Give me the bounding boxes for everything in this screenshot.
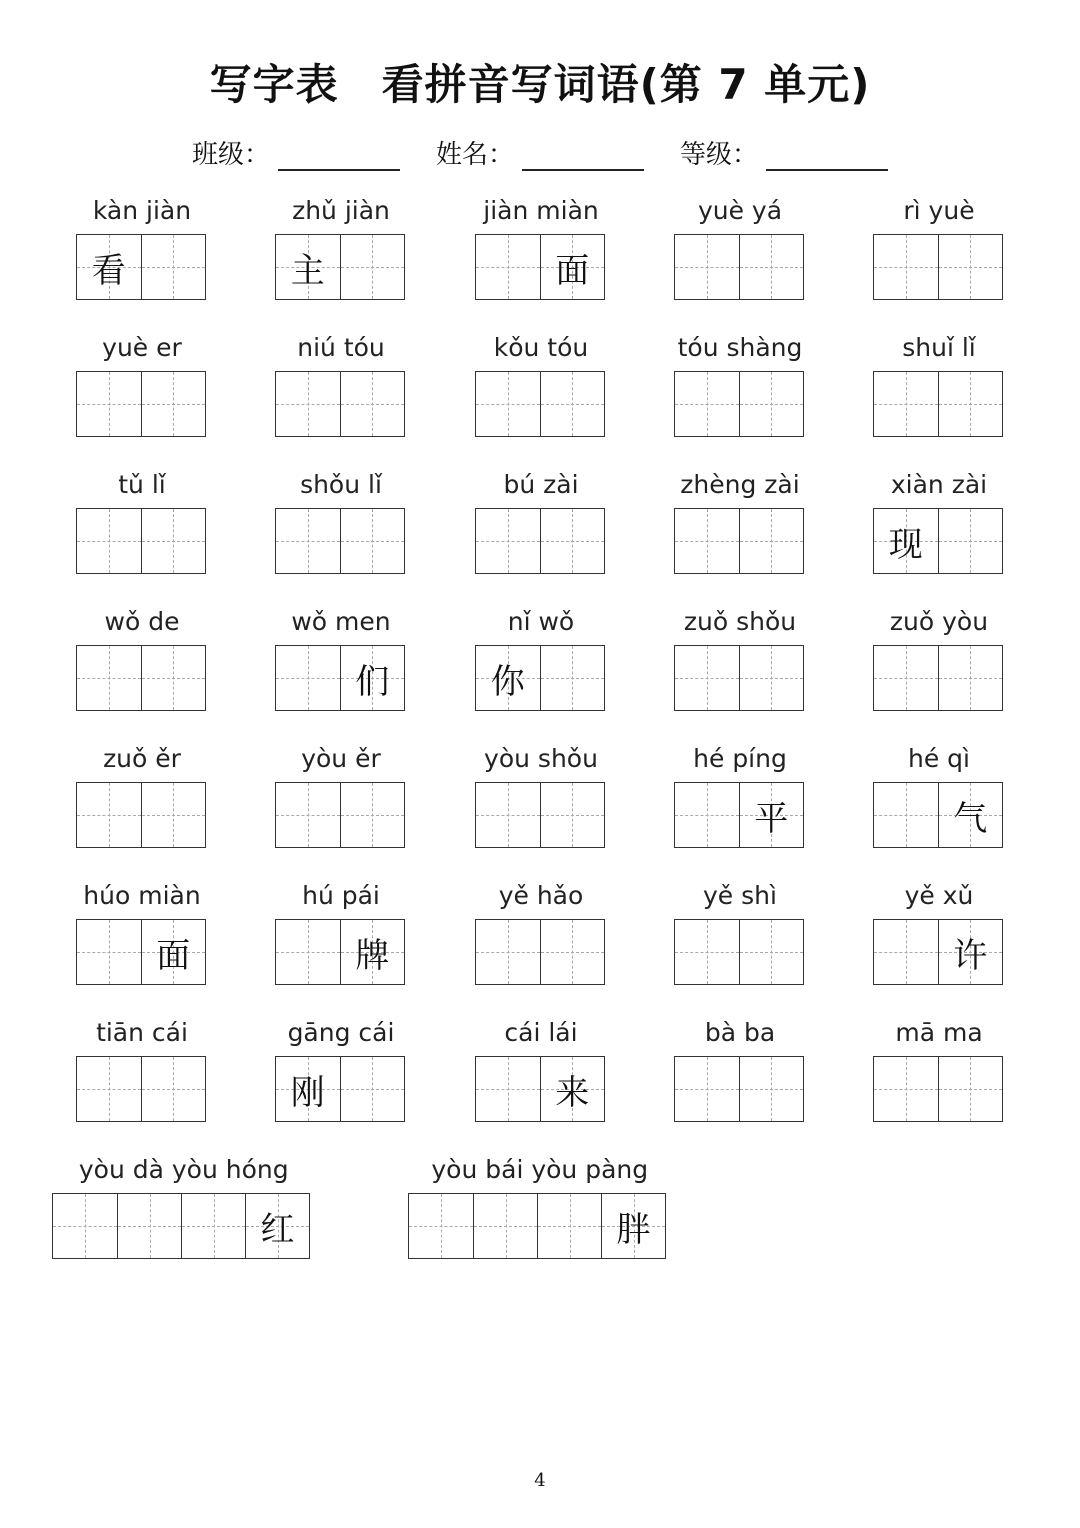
hint-character — [675, 235, 739, 299]
name-input-line[interactable] — [522, 139, 644, 171]
hint-character: 面 — [156, 935, 191, 976]
tianzige-cell[interactable] — [77, 783, 141, 847]
hint-character — [939, 646, 1002, 710]
hint-character — [77, 1057, 141, 1121]
writing-boxes — [76, 782, 206, 848]
word-item — [475, 607, 608, 717]
hint-character — [874, 646, 938, 710]
tianzige-cell[interactable] — [340, 646, 404, 710]
tianzige-cell[interactable] — [77, 509, 141, 573]
word-item — [873, 196, 1006, 306]
word-item — [475, 1018, 608, 1128]
pinyin-label: yòu bái yòu pàng — [431, 1155, 649, 1184]
pinyin-label: shǒu lǐ — [300, 470, 382, 499]
pinyin-label: xiàn zài — [890, 470, 988, 499]
writing-boxes — [674, 1056, 804, 1122]
word-item — [873, 881, 1006, 991]
hint-character — [276, 920, 340, 984]
writing-boxes — [475, 234, 605, 300]
pinyin-label: niú tóu — [297, 333, 385, 362]
tianzige-cell[interactable] — [340, 783, 404, 847]
tianzige-cell[interactable] — [540, 372, 604, 436]
hint-character — [142, 235, 205, 299]
tianzige-cell[interactable] — [540, 646, 604, 710]
pinyin-label: bà ba — [704, 1018, 776, 1047]
writing-boxes — [408, 1193, 666, 1259]
word-item — [873, 744, 1006, 854]
tianzige-cell[interactable] — [739, 920, 803, 984]
writing-boxes — [674, 782, 804, 848]
tianzige-cell[interactable] — [938, 372, 1002, 436]
tianzige-cell[interactable] — [77, 646, 141, 710]
hint-character — [476, 509, 540, 573]
pinyin-label: wǒ men — [291, 607, 391, 636]
pinyin-label: tóu shàng — [677, 333, 803, 362]
hint-character — [874, 920, 938, 984]
tianzige-cell[interactable] — [77, 235, 141, 299]
writing-boxes — [76, 1056, 206, 1122]
word-item — [475, 881, 608, 991]
tianzige-cell[interactable] — [874, 920, 938, 984]
hint-character — [675, 372, 739, 436]
tianzige-cell[interactable] — [181, 1194, 245, 1258]
tianzige-cell[interactable] — [409, 1194, 473, 1258]
writing-boxes — [275, 234, 405, 300]
writing-boxes — [76, 919, 206, 985]
hint-character — [675, 1057, 739, 1121]
tianzige-cell[interactable] — [141, 783, 205, 847]
tianzige-cell[interactable] — [874, 1057, 938, 1121]
writing-boxes — [76, 508, 206, 574]
pinyin-label: yòu ěr — [301, 744, 381, 773]
tianzige-cell[interactable] — [938, 783, 1002, 847]
word-item — [674, 881, 807, 991]
pinyin-label: tǔ lǐ — [118, 470, 166, 499]
hint-character — [276, 509, 340, 573]
pinyin-label: yě xǔ — [904, 881, 974, 910]
hint-character — [276, 783, 340, 847]
hint-character: 现 — [888, 524, 923, 565]
writing-boxes — [76, 234, 206, 300]
hint-character: 来 — [555, 1072, 590, 1113]
tianzige-cell[interactable] — [276, 235, 340, 299]
hint-character: 胖 — [616, 1209, 651, 1250]
hint-character: 你 — [490, 661, 525, 702]
word-item — [873, 333, 1006, 443]
writing-boxes — [873, 1056, 1003, 1122]
hint-character — [541, 920, 604, 984]
tianzige-cell[interactable] — [141, 646, 205, 710]
word-item — [475, 470, 608, 580]
pinyin-label: rì yuè — [903, 196, 975, 225]
hint-character — [740, 920, 803, 984]
hint-character — [142, 783, 205, 847]
hint-character — [476, 920, 540, 984]
writing-boxes — [475, 371, 605, 437]
pinyin-label: zhèng zài — [680, 470, 800, 499]
word-item — [475, 744, 608, 854]
tianzige-cell[interactable] — [141, 509, 205, 573]
pinyin-label: jiàn miàn — [483, 196, 599, 225]
tianzige-cell[interactable] — [276, 1057, 340, 1121]
word-item — [674, 744, 807, 854]
tianzige-cell[interactable] — [117, 1194, 181, 1258]
writing-boxes — [873, 234, 1003, 300]
hint-character — [675, 920, 739, 984]
writing-boxes — [76, 645, 206, 711]
tianzige-cell[interactable] — [476, 646, 540, 710]
tianzige-cell[interactable] — [476, 1057, 540, 1121]
hint-character — [276, 646, 340, 710]
hint-character — [874, 235, 938, 299]
writing-boxes — [873, 508, 1003, 574]
tianzige-cell[interactable] — [476, 235, 540, 299]
pinyin-label: shuǐ lǐ — [902, 333, 976, 362]
writing-boxes — [475, 1056, 605, 1122]
tianzige-cell[interactable] — [276, 646, 340, 710]
tianzige-cell[interactable] — [874, 783, 938, 847]
tianzige-cell[interactable] — [276, 783, 340, 847]
tianzige-cell[interactable] — [340, 372, 404, 436]
tianzige-cell[interactable] — [340, 235, 404, 299]
hint-character — [541, 509, 604, 573]
page-title: 写字表 看拼音写词语(第 7 单元) — [209, 60, 871, 109]
hint-character — [341, 783, 404, 847]
pinyin-label: cái lái — [504, 1018, 578, 1047]
writing-boxes — [873, 782, 1003, 848]
writing-boxes — [275, 508, 405, 574]
writing-boxes — [275, 371, 405, 437]
word-item — [76, 881, 209, 991]
tianzige-cell[interactable] — [739, 372, 803, 436]
tianzige-cell[interactable] — [540, 235, 604, 299]
tianzige-cell[interactable] — [476, 372, 540, 436]
tianzige-cell[interactable] — [938, 920, 1002, 984]
pinyin-label: zuǒ shǒu — [683, 607, 797, 636]
hint-character — [538, 1194, 601, 1258]
hint-character — [874, 1057, 938, 1121]
tianzige-cell[interactable] — [77, 920, 141, 984]
pinyin-label: bú zài — [503, 470, 579, 499]
pinyin-label: yòu shǒu — [484, 744, 598, 773]
hint-character — [77, 509, 141, 573]
tianzige-cell[interactable] — [675, 372, 739, 436]
hint-character — [740, 509, 803, 573]
word-item — [76, 607, 209, 717]
tianzige-cell[interactable] — [739, 1057, 803, 1121]
hint-character — [53, 1194, 117, 1258]
hint-character — [118, 1194, 181, 1258]
pinyin-label: nǐ wǒ — [507, 607, 575, 636]
tianzige-cell[interactable] — [245, 1194, 309, 1258]
pinyin-label: gāng cái — [287, 1018, 395, 1047]
hint-character — [939, 372, 1002, 436]
hint-character — [474, 1194, 537, 1258]
word-item — [275, 744, 408, 854]
pinyin-label: kǒu tóu — [493, 333, 589, 362]
pinyin-label: húo miàn — [83, 881, 201, 910]
hint-character — [476, 235, 540, 299]
word-item — [475, 196, 608, 306]
writing-boxes — [674, 645, 804, 711]
grade-input-line[interactable] — [766, 139, 888, 171]
pinyin-label: hú pái — [302, 881, 380, 910]
pinyin-label: zuǒ ěr — [103, 744, 181, 773]
tianzige-cell[interactable] — [675, 920, 739, 984]
tianzige-cell[interactable] — [739, 783, 803, 847]
hint-character — [939, 235, 1002, 299]
tianzige-cell[interactable] — [141, 235, 205, 299]
grade-field — [680, 134, 888, 171]
word-item — [76, 333, 209, 443]
hint-character — [341, 235, 404, 299]
tianzige-cell[interactable] — [476, 509, 540, 573]
student-info-row — [0, 134, 1080, 171]
tianzige-cell[interactable] — [874, 235, 938, 299]
word-item — [275, 1018, 408, 1128]
tianzige-cell[interactable] — [601, 1194, 665, 1258]
tianzige-cell[interactable] — [739, 646, 803, 710]
word-item — [475, 333, 608, 443]
class-label: 班级： — [191, 140, 270, 170]
word-item — [76, 196, 209, 306]
hint-character — [740, 372, 803, 436]
tianzige-cell[interactable] — [675, 1057, 739, 1121]
hint-character — [142, 1057, 205, 1121]
class-field — [192, 134, 400, 171]
name-label: 姓名： — [435, 140, 514, 170]
tianzige-cell[interactable] — [675, 646, 739, 710]
tianzige-cell[interactable] — [874, 646, 938, 710]
pinyin-label: wǒ de — [104, 607, 180, 636]
writing-boxes — [873, 645, 1003, 711]
grade-label: 等级： — [680, 140, 759, 170]
hint-character: 气 — [953, 798, 988, 839]
pinyin-label: yuè er — [102, 333, 182, 362]
word-item — [674, 1018, 807, 1128]
hint-character — [77, 646, 141, 710]
tianzige-cell[interactable] — [540, 509, 604, 573]
hint-character — [341, 1057, 404, 1121]
writing-boxes — [674, 371, 804, 437]
word-item — [873, 1018, 1006, 1128]
hint-character — [874, 783, 938, 847]
writing-boxes — [873, 371, 1003, 437]
hint-character — [77, 372, 141, 436]
word-item — [76, 1018, 209, 1128]
name-field — [436, 134, 644, 171]
page-number: 4 — [534, 1470, 546, 1491]
pinyin-label: kàn jiàn — [92, 196, 192, 225]
pinyin-label: hé píng — [693, 744, 787, 773]
tianzige-cell[interactable] — [340, 1057, 404, 1121]
pinyin-label: zuǒ yòu — [889, 607, 989, 636]
word-item — [873, 607, 1006, 717]
hint-character — [740, 235, 803, 299]
tianzige-cell[interactable] — [340, 920, 404, 984]
tianzige-cell[interactable] — [540, 1057, 604, 1121]
pinyin-label: yě shì — [703, 881, 777, 910]
writing-boxes — [275, 782, 405, 848]
tianzige-cell[interactable] — [77, 1057, 141, 1121]
hint-character — [341, 509, 404, 573]
writing-boxes — [275, 919, 405, 985]
hint-character — [541, 783, 604, 847]
word-item — [674, 470, 807, 580]
hint-character — [476, 1057, 540, 1121]
word-item — [275, 881, 408, 991]
tianzige-cell[interactable] — [276, 920, 340, 984]
tianzige-cell[interactable] — [53, 1194, 117, 1258]
pinyin-label: yuè yá — [697, 196, 783, 225]
hint-character — [541, 646, 604, 710]
tianzige-cell[interactable] — [141, 1057, 205, 1121]
hint-character: 红 — [260, 1209, 295, 1250]
word-item — [76, 744, 209, 854]
tianzige-cell[interactable] — [675, 235, 739, 299]
hint-character: 许 — [953, 935, 988, 976]
tianzige-cell[interactable] — [540, 783, 604, 847]
word-item — [408, 1155, 672, 1265]
tianzige-cell[interactable] — [739, 235, 803, 299]
hint-character: 面 — [555, 250, 590, 291]
pinyin-label: yòu dà yòu hóng — [78, 1155, 289, 1184]
tianzige-cell[interactable] — [141, 372, 205, 436]
word-item — [275, 470, 408, 580]
writing-boxes — [674, 234, 804, 300]
writing-boxes — [873, 919, 1003, 985]
hint-character — [409, 1194, 473, 1258]
hint-character — [675, 509, 739, 573]
pinyin-label: hé qì — [908, 744, 970, 773]
hint-character: 主 — [290, 250, 325, 291]
word-item — [275, 607, 408, 717]
tianzige-cell[interactable] — [938, 509, 1002, 573]
pinyin-label: tiān cái — [96, 1018, 188, 1047]
writing-boxes — [674, 508, 804, 574]
word-item — [674, 196, 807, 306]
hint-character — [740, 646, 803, 710]
word-item — [674, 333, 807, 443]
tianzige-cell[interactable] — [874, 372, 938, 436]
tianzige-cell[interactable] — [77, 372, 141, 436]
word-item — [76, 470, 209, 580]
pinyin-label: yě hǎo — [498, 881, 584, 910]
tianzige-cell[interactable] — [141, 920, 205, 984]
writing-boxes — [475, 645, 605, 711]
hint-character — [740, 1057, 803, 1121]
tianzige-cell[interactable] — [675, 783, 739, 847]
writing-boxes — [475, 782, 605, 848]
class-input-line[interactable] — [278, 139, 400, 171]
hint-character — [77, 920, 141, 984]
tianzige-cell[interactable] — [476, 920, 540, 984]
tianzige-cell[interactable] — [739, 509, 803, 573]
hint-character — [874, 372, 938, 436]
tianzige-cell[interactable] — [340, 509, 404, 573]
tianzige-cell[interactable] — [473, 1194, 537, 1258]
tianzige-cell[interactable] — [675, 509, 739, 573]
tianzige-cell[interactable] — [276, 509, 340, 573]
writing-boxes — [76, 371, 206, 437]
hint-character: 刚 — [290, 1072, 325, 1113]
hint-character: 看 — [91, 250, 126, 291]
hint-character: 们 — [355, 661, 390, 702]
tianzige-cell[interactable] — [938, 1057, 1002, 1121]
tianzige-cell[interactable] — [938, 235, 1002, 299]
word-item — [674, 607, 807, 717]
word-item — [52, 1155, 316, 1265]
hint-character — [675, 783, 739, 847]
tianzige-cell[interactable] — [938, 646, 1002, 710]
tianzige-cell[interactable] — [874, 509, 938, 573]
writing-boxes — [52, 1193, 310, 1259]
writing-boxes — [475, 508, 605, 574]
hint-character: 牌 — [355, 935, 390, 976]
hint-character — [182, 1194, 245, 1258]
writing-boxes — [275, 1056, 405, 1122]
writing-boxes — [275, 645, 405, 711]
tianzige-cell[interactable] — [537, 1194, 601, 1258]
hint-character — [476, 783, 540, 847]
hint-character — [77, 783, 141, 847]
writing-boxes — [674, 919, 804, 985]
hint-character — [276, 372, 340, 436]
hint-character — [939, 509, 1002, 573]
hint-character — [142, 646, 205, 710]
hint-character — [341, 372, 404, 436]
hint-character: 平 — [754, 798, 789, 839]
tianzige-cell[interactable] — [540, 920, 604, 984]
hint-character — [142, 372, 205, 436]
hint-character — [476, 372, 540, 436]
hint-character — [541, 372, 604, 436]
word-item — [275, 196, 408, 306]
tianzige-cell[interactable] — [476, 783, 540, 847]
pinyin-label: mā ma — [895, 1018, 983, 1047]
hint-character — [939, 1057, 1002, 1121]
word-item — [275, 333, 408, 443]
tianzige-cell[interactable] — [276, 372, 340, 436]
word-item — [873, 470, 1006, 580]
hint-character — [142, 509, 205, 573]
writing-boxes — [475, 919, 605, 985]
hint-character — [675, 646, 739, 710]
pinyin-label: zhǔ jiàn — [292, 196, 390, 225]
